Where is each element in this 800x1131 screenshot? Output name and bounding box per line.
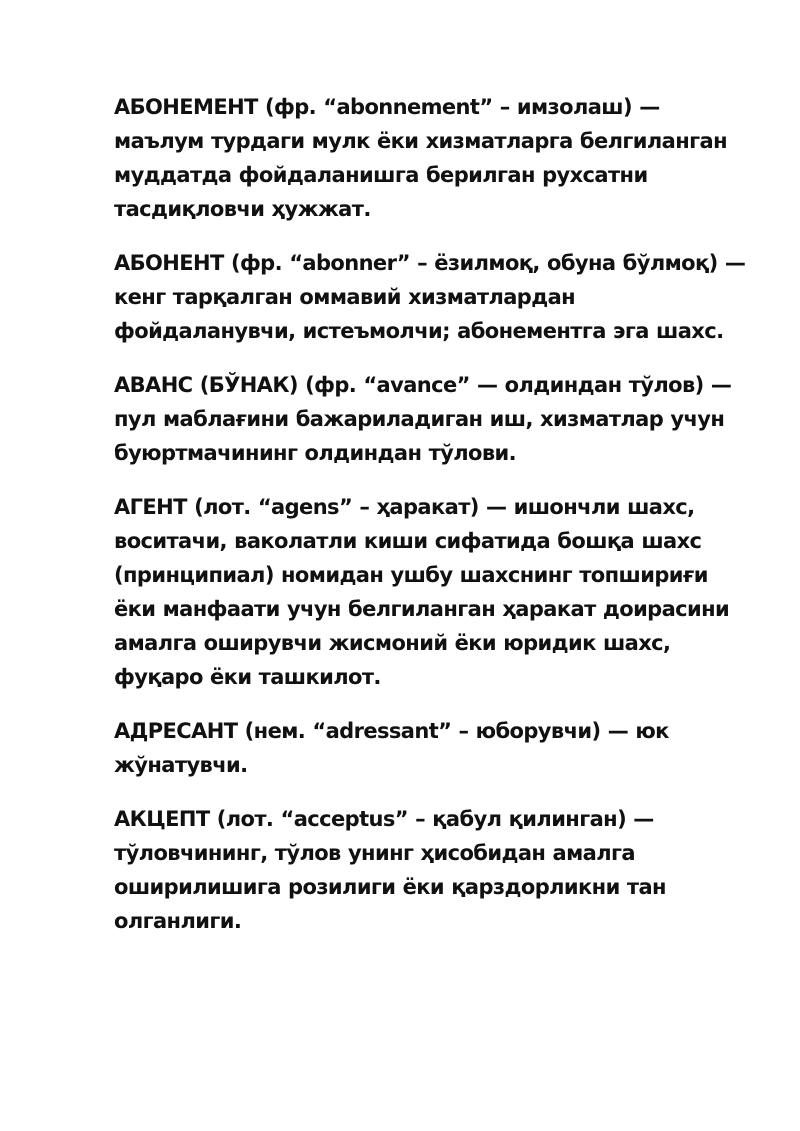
glossary-entry-aktsept	[114, 802, 754, 938]
entry-text: АДРЕСАНТ (нем. “adressant” – юборувчи) — юк жўнатувчи.	[114, 719, 669, 777]
glossary-entry-abonent	[114, 246, 754, 348]
glossary-entry-avans	[114, 368, 754, 470]
glossary-entry-adresant	[114, 714, 754, 782]
document-page	[114, 90, 754, 958]
entry-text: АБОНЕНТ (фр. “abonner” – ёзилмоқ, обуна бўлмоқ) — кенг тарқалган оммавий хизматлардан фойдаланувчи, истеъмолчи; абонементга эга шахс.	[114, 251, 746, 343]
glossary-entry-agent	[114, 490, 754, 694]
entry-text: АБОНЕМЕНТ (фр. “abonnement” – имзолаш) — маълум турдаги мулк ёки хизматларга белгиланган муддатда фойдаланишга берилган рухсатни тасдиқловчи ҳужжат.	[114, 95, 727, 221]
entry-text: АКЦЕПТ (лот. “acceptus” – қабул қилинган) — тўловчининг, тўлов унинг ҳисобидан амалга оширилишига розилиги ёки қарздорликни тан олганлиги.	[114, 807, 666, 933]
entry-text: АГЕНТ (лот. “agens” – ҳаракат) — ишончли шахс, воситачи, ваколатли киши сифатида бошқа шахс (принципиал) номидан ушбу шахснинг топшириғи ёки манфаати учун белгиланган ҳаракат доирасини амалга оширувчи жисмоний ёки юридик шахс, фуқаро ёки ташкилот.	[114, 495, 730, 689]
glossary-entry-abonement	[114, 90, 754, 226]
entry-text: АВАНС (БЎНАК) (фр. “avance” — олдиндан тўлов) — пул маблағини бажариладиган иш, хизматлар учун буюртмачининг олдиндан тўлови.	[114, 373, 732, 465]
